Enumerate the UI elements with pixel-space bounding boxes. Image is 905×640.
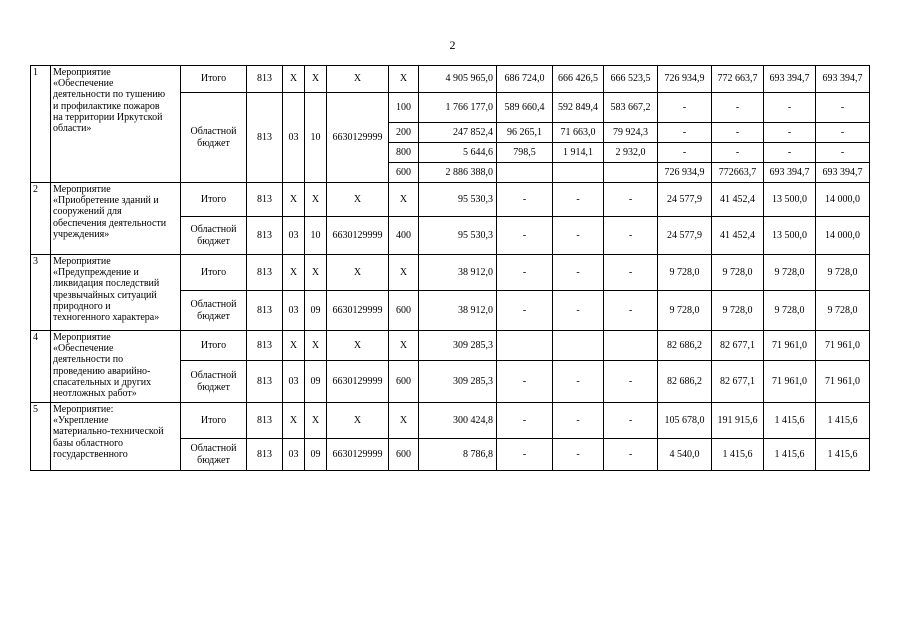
expense-type-code: 600: [389, 163, 419, 183]
subsection-code: X: [305, 331, 327, 361]
year-amount: 1 415,6: [712, 439, 764, 471]
measure-name-line: «Укрепление: [53, 415, 109, 427]
total-amount: 247 852,4: [419, 123, 497, 143]
year-amount: -: [604, 403, 658, 439]
year-amount: 96 265,1: [497, 123, 553, 143]
year-amount: 693 394,7: [816, 163, 870, 183]
total-amount: 8 786,8: [419, 439, 497, 471]
year-amount: 82 686,2: [658, 361, 712, 403]
funding-source: Итого: [181, 403, 247, 439]
year-amount: 13 500,0: [764, 217, 816, 255]
measure-name: [51, 331, 181, 403]
year-amount: -: [553, 403, 604, 439]
measure-index: 2: [31, 183, 51, 255]
measure-name-line: и профилактике пожаров: [53, 100, 160, 112]
year-amount: -: [604, 439, 658, 471]
year-amount: -: [604, 361, 658, 403]
section-code: X: [283, 331, 305, 361]
total-amount: 300 424,8: [419, 403, 497, 439]
subsection-code: 10: [305, 217, 327, 255]
measure-index: 1: [31, 66, 51, 183]
measure-name: [51, 403, 181, 471]
target-article-code: X: [327, 183, 389, 217]
measure-name: [51, 255, 181, 331]
measure-name-line: «Предупреждение и: [53, 267, 139, 279]
year-amount: -: [658, 93, 712, 123]
year-amount: 693 394,7: [816, 66, 870, 93]
year-amount: -: [553, 291, 604, 331]
year-amount: -: [816, 123, 870, 143]
year-amount: [604, 331, 658, 361]
measure-name-line: деятельности по тушению: [53, 89, 166, 101]
total-amount: 309 285,3: [419, 331, 497, 361]
year-amount: 583 667,2: [604, 93, 658, 123]
year-amount: 105 678,0: [658, 403, 712, 439]
year-amount: 2 932,0: [604, 143, 658, 163]
year-amount: -: [604, 255, 658, 291]
expense-type-code: X: [389, 331, 419, 361]
total-amount: 5 644,6: [419, 143, 497, 163]
measure-name-line: «Приобретение зданий и: [53, 195, 159, 207]
subsection-code: X: [305, 183, 327, 217]
expense-type-code: 100: [389, 93, 419, 123]
year-amount: 41 452,4: [712, 183, 764, 217]
admin-code: 813: [247, 291, 283, 331]
year-amount: 693 394,7: [764, 66, 816, 93]
section-code: 03: [283, 439, 305, 471]
total-amount: 309 285,3: [419, 361, 497, 403]
year-amount: 9 728,0: [712, 255, 764, 291]
year-amount: 726 934,9: [658, 163, 712, 183]
year-amount: 71 961,0: [816, 331, 870, 361]
table-row: [31, 255, 870, 291]
expense-type-code: 400: [389, 217, 419, 255]
year-amount: 4 540,0: [658, 439, 712, 471]
measure-name: [51, 183, 181, 255]
year-amount: 41 452,4: [712, 217, 764, 255]
expense-type-code: X: [389, 183, 419, 217]
measure-name-line: на территории Иркутской: [53, 111, 163, 123]
year-amount: -: [658, 123, 712, 143]
year-amount: 693 394,7: [764, 163, 816, 183]
total-amount: 38 912,0: [419, 255, 497, 291]
admin-code: 813: [247, 93, 283, 183]
target-article-code: X: [327, 66, 389, 93]
year-amount: -: [497, 291, 553, 331]
funding-source: Областной бюджет: [181, 361, 247, 403]
year-amount: 191 915,6: [712, 403, 764, 439]
admin-code: 813: [247, 439, 283, 471]
target-article-code: X: [327, 331, 389, 361]
page-number: 2: [449, 38, 456, 52]
year-amount: 24 577,9: [658, 217, 712, 255]
section-code: X: [283, 255, 305, 291]
year-amount: -: [604, 183, 658, 217]
measure-name-line: «Обеспечение: [53, 78, 114, 90]
budget-table: [30, 65, 870, 471]
funding-source: Итого: [181, 66, 247, 93]
total-amount: 38 912,0: [419, 291, 497, 331]
year-amount: 798,5: [497, 143, 553, 163]
year-amount: 666 523,5: [604, 66, 658, 93]
subsection-code: 09: [305, 439, 327, 471]
subsection-code: 09: [305, 291, 327, 331]
year-amount: [604, 163, 658, 183]
year-amount: 1 415,6: [816, 403, 870, 439]
year-amount: 1 415,6: [816, 439, 870, 471]
expense-type-code: X: [389, 255, 419, 291]
measure-index: 5: [31, 403, 51, 471]
year-amount: -: [553, 183, 604, 217]
year-amount: 71 961,0: [764, 331, 816, 361]
expense-type-code: 600: [389, 439, 419, 471]
target-article-code: 6630129999: [327, 291, 389, 331]
subsection-code: X: [305, 255, 327, 291]
year-amount: 666 426,5: [553, 66, 604, 93]
target-article-code: 6630129999: [327, 361, 389, 403]
measure-name-line: Мероприятие:: [53, 404, 114, 415]
year-amount: 82 686,2: [658, 331, 712, 361]
measure-name-line: техногенного характера»: [53, 312, 160, 324]
funding-source: Областной бюджет: [181, 217, 247, 255]
year-amount: 82 677,1: [712, 361, 764, 403]
target-article-code: X: [327, 255, 389, 291]
measure-index: 4: [31, 331, 51, 403]
year-amount: -: [553, 217, 604, 255]
year-amount: 9 728,0: [712, 291, 764, 331]
year-amount: -: [764, 93, 816, 123]
total-amount: 4 905 965,0: [419, 66, 497, 93]
admin-code: 813: [247, 331, 283, 361]
measure-name-line: проведению аварийно-: [53, 365, 151, 377]
target-article-code: 6630129999: [327, 439, 389, 471]
year-amount: 71 663,0: [553, 123, 604, 143]
expense-type-code: 200: [389, 123, 419, 143]
measure-name-line: спасательных и других: [53, 376, 152, 388]
measure-index: 3: [31, 255, 51, 331]
year-amount: 9 728,0: [658, 291, 712, 331]
year-amount: -: [497, 403, 553, 439]
total-amount: 95 530,3: [419, 217, 497, 255]
measure-name-line: неотложных работ»: [53, 388, 137, 400]
year-amount: 79 924,3: [604, 123, 658, 143]
year-amount: -: [497, 217, 553, 255]
year-amount: -: [764, 123, 816, 143]
year-amount: -: [816, 143, 870, 163]
year-amount: -: [497, 439, 553, 471]
table-row: [31, 66, 870, 93]
target-article-code: X: [327, 403, 389, 439]
year-amount: -: [764, 143, 816, 163]
table-row: [31, 183, 870, 217]
total-amount: 1 766 177,0: [419, 93, 497, 123]
measure-name: [51, 66, 181, 183]
year-amount: -: [497, 361, 553, 403]
admin-code: 813: [247, 403, 283, 439]
subsection-code: 09: [305, 361, 327, 403]
target-article-code: 6630129999: [327, 217, 389, 255]
funding-source: Областной бюджет: [181, 291, 247, 331]
table-row: [31, 331, 870, 361]
measure-name-line: сооружений для: [53, 206, 122, 218]
section-code: 03: [283, 93, 305, 183]
measure-name-line: ликвидация последствий: [53, 278, 160, 290]
year-amount: -: [497, 255, 553, 291]
year-amount: [553, 163, 604, 183]
subsection-code: 10: [305, 93, 327, 183]
measure-name-line: Мероприятие: [53, 67, 111, 78]
measure-name-line: базы областного: [53, 437, 123, 449]
year-amount: 14 000,0: [816, 183, 870, 217]
funding-source: Областной бюджет: [181, 439, 247, 471]
year-amount: -: [712, 93, 764, 123]
expense-type-code: 600: [389, 291, 419, 331]
year-amount: 772663,7: [712, 163, 764, 183]
measure-name-line: обеспечения деятельности: [53, 217, 167, 229]
year-amount: 589 660,4: [497, 93, 553, 123]
year-amount: -: [604, 217, 658, 255]
year-amount: -: [712, 143, 764, 163]
measure-name-line: Мероприятие: [53, 256, 111, 267]
section-code: X: [283, 403, 305, 439]
expense-type-code: X: [389, 403, 419, 439]
admin-code: 813: [247, 183, 283, 217]
total-amount: 2 886 388,0: [419, 163, 497, 183]
year-amount: -: [658, 143, 712, 163]
section-code: 03: [283, 291, 305, 331]
year-amount: 71 961,0: [816, 361, 870, 403]
measure-name-line: материально-технической: [53, 426, 164, 438]
funding-source: Итого: [181, 183, 247, 217]
year-amount: 726 934,9: [658, 66, 712, 93]
measure-name-line: государственного: [53, 448, 128, 460]
target-article-code: 6630129999: [327, 93, 389, 183]
measure-name-line: Мероприятие: [53, 332, 111, 343]
year-amount: [553, 331, 604, 361]
year-amount: 772 663,7: [712, 66, 764, 93]
year-amount: 9 728,0: [816, 255, 870, 291]
expense-type-code: X: [389, 66, 419, 93]
year-amount: 24 577,9: [658, 183, 712, 217]
section-code: X: [283, 183, 305, 217]
year-amount: 9 728,0: [764, 291, 816, 331]
section-code: 03: [283, 217, 305, 255]
measure-name-line: деятельности по: [53, 354, 124, 366]
year-amount: 13 500,0: [764, 183, 816, 217]
year-amount: -: [553, 255, 604, 291]
year-amount: -: [604, 291, 658, 331]
total-amount: 95 530,3: [419, 183, 497, 217]
year-amount: 1 415,6: [764, 403, 816, 439]
year-amount: 9 728,0: [764, 255, 816, 291]
expense-type-code: 600: [389, 361, 419, 403]
subsection-code: X: [305, 403, 327, 439]
year-amount: -: [497, 183, 553, 217]
admin-code: 813: [247, 255, 283, 291]
admin-code: 813: [247, 66, 283, 93]
measure-name-line: области»: [53, 123, 92, 135]
year-amount: 71 961,0: [764, 361, 816, 403]
section-code: 03: [283, 361, 305, 403]
year-amount: [497, 163, 553, 183]
table-row: [31, 403, 870, 439]
year-amount: -: [816, 93, 870, 123]
measure-name-line: природного и: [53, 300, 111, 312]
year-amount: -: [553, 361, 604, 403]
subsection-code: X: [305, 66, 327, 93]
section-code: X: [283, 66, 305, 93]
year-amount: -: [712, 123, 764, 143]
funding-source: Итого: [181, 255, 247, 291]
measure-name-line: «Обеспечение: [53, 343, 114, 355]
year-amount: 82 677,1: [712, 331, 764, 361]
year-amount: 1 415,6: [764, 439, 816, 471]
year-amount: 14 000,0: [816, 217, 870, 255]
year-amount: 592 849,4: [553, 93, 604, 123]
year-amount: 686 724,0: [497, 66, 553, 93]
year-amount: 1 914,1: [553, 143, 604, 163]
year-amount: -: [553, 439, 604, 471]
funding-source: Итого: [181, 331, 247, 361]
year-amount: 9 728,0: [658, 255, 712, 291]
admin-code: 813: [247, 361, 283, 403]
expense-type-code: 800: [389, 143, 419, 163]
admin-code: 813: [247, 217, 283, 255]
year-amount: 9 728,0: [816, 291, 870, 331]
year-amount: [497, 331, 553, 361]
measure-name-line: чрезвычайных ситуаций: [53, 289, 157, 301]
funding-source: Областной бюджет: [181, 93, 247, 183]
measure-name-line: учреждения»: [53, 228, 110, 240]
measure-name-line: Мероприятие: [53, 184, 111, 195]
